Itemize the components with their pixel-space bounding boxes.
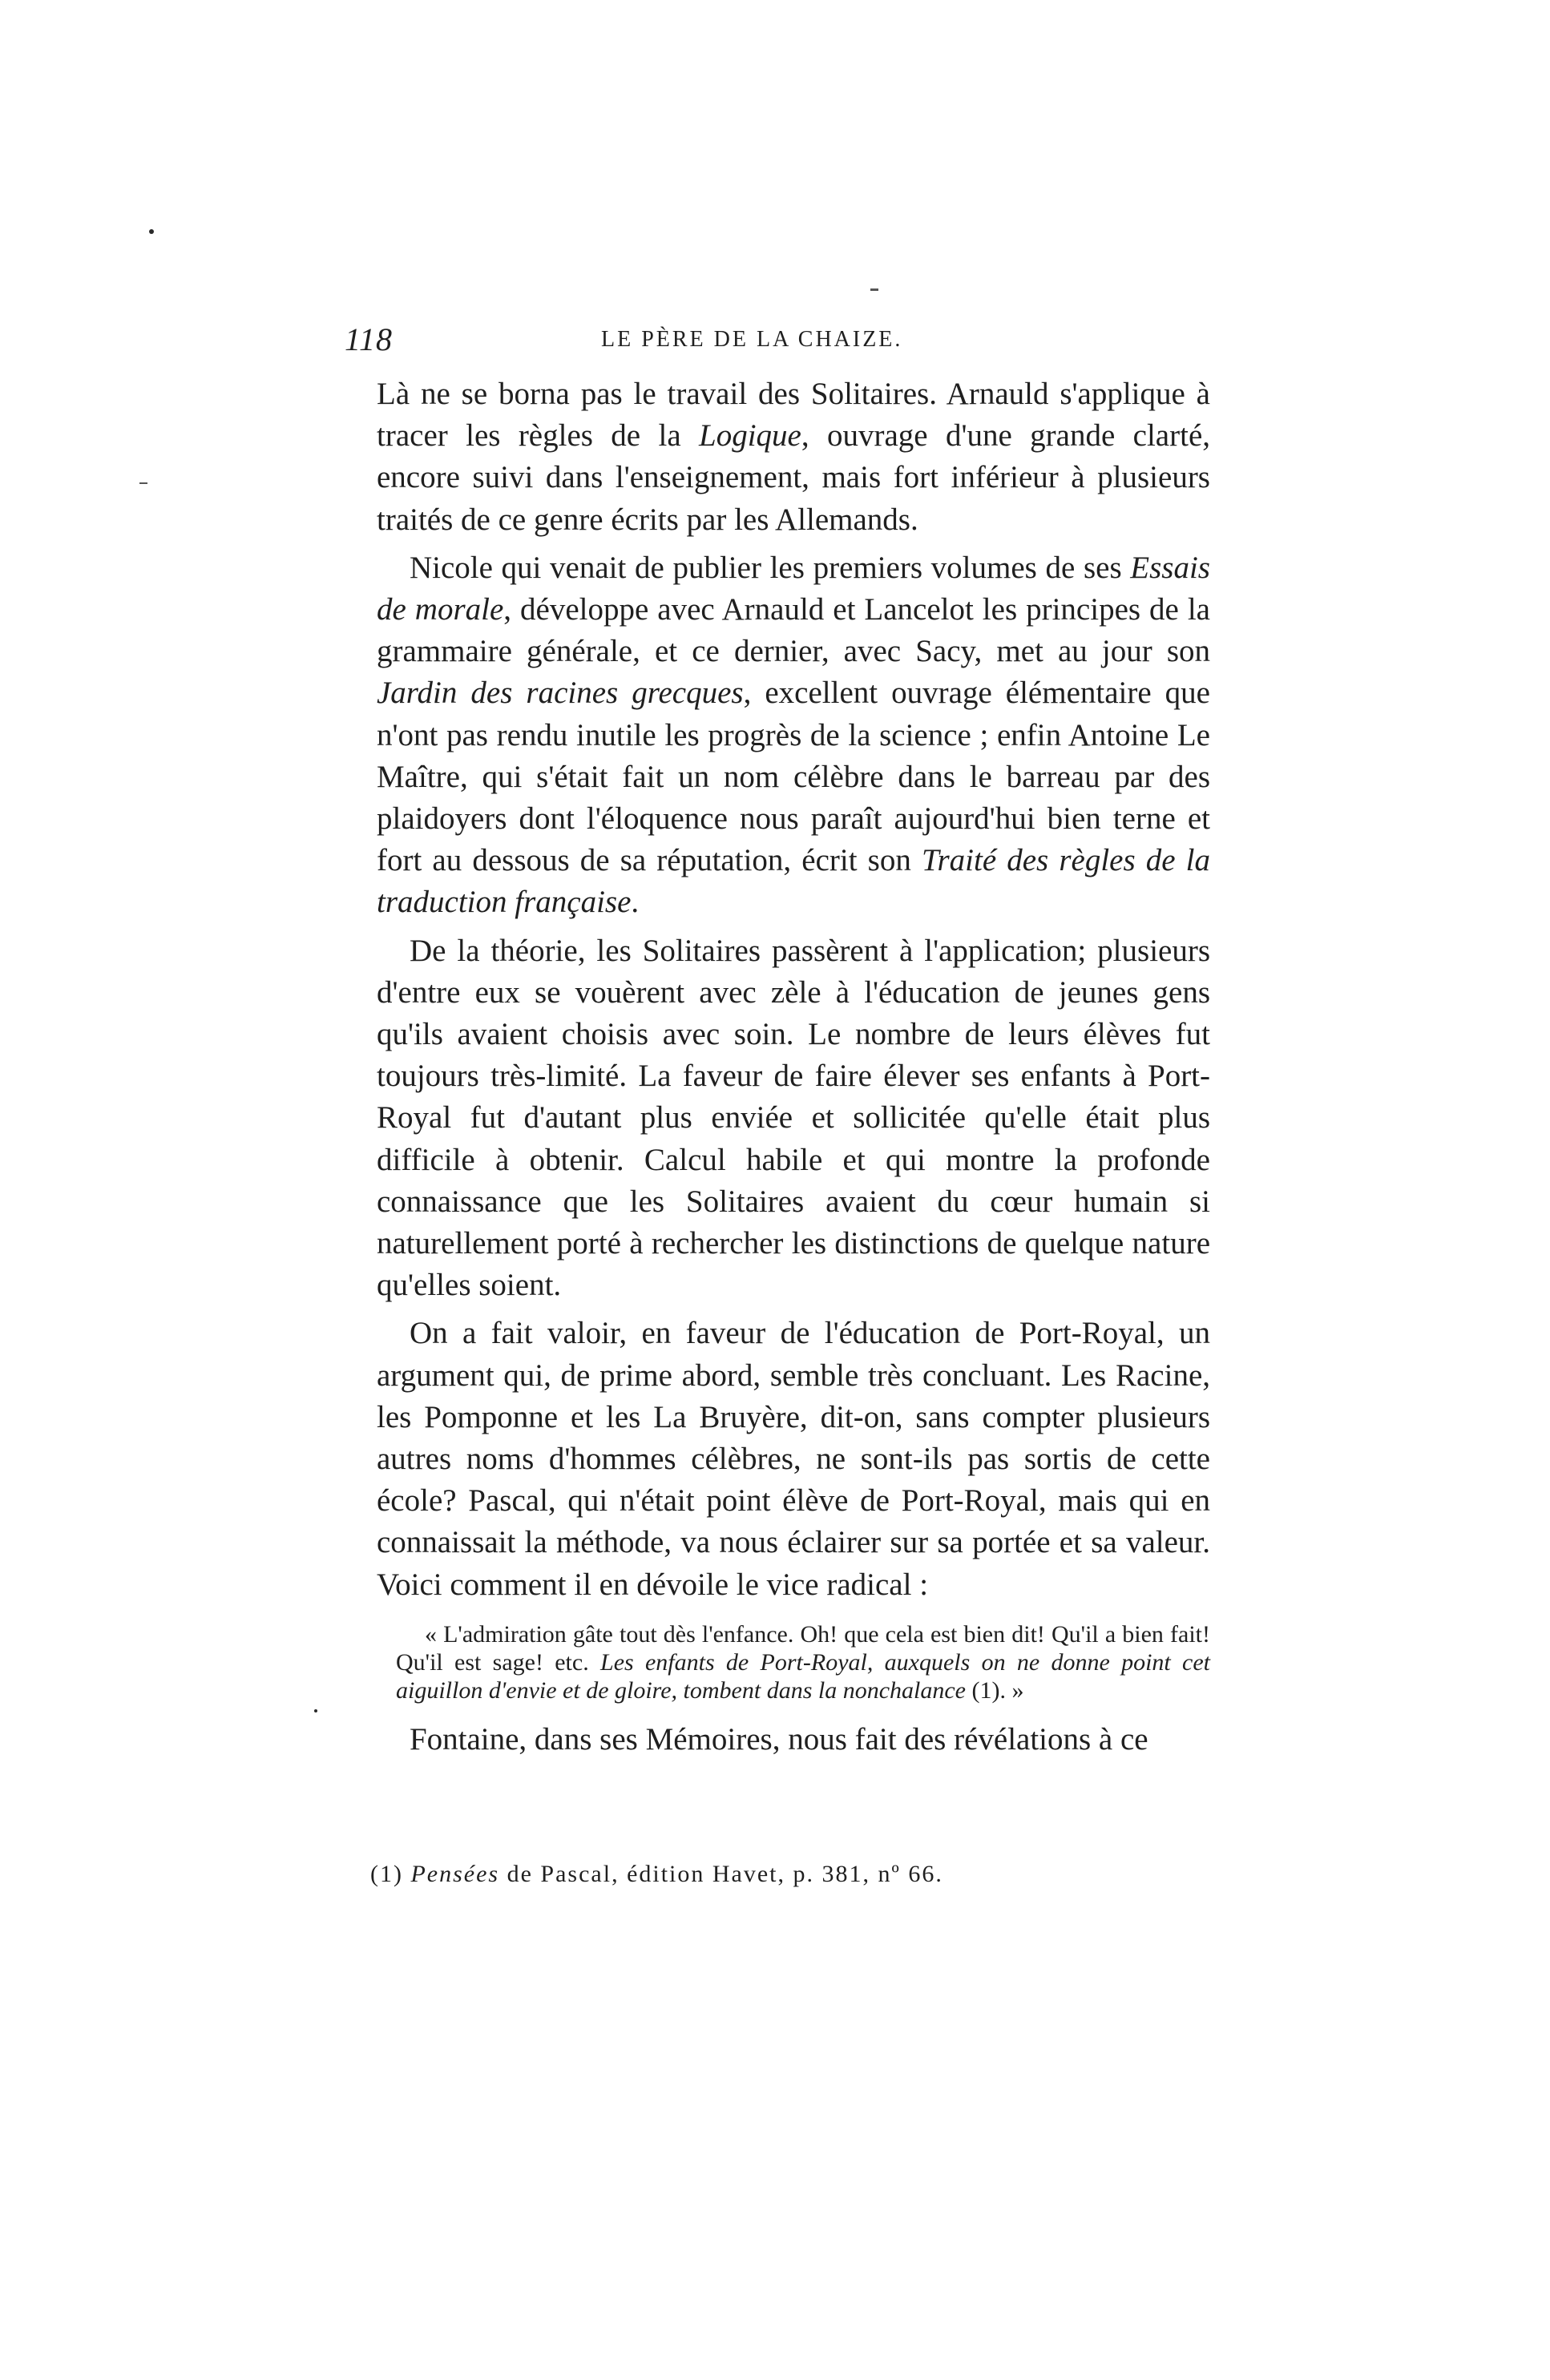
footnote-marker: (1) (370, 1861, 411, 1887)
italic-text-run: Jardin des racines grecques (377, 676, 744, 711)
text-run: , ouvrage d'une grande clarté, encore suivi dans l'enseignement, mais fort inférieur à plusieurs traités de ce genre écrits par les Allemands. (377, 418, 1210, 537)
text-run: , développe avec Arnauld et Lancelot les principes de la grammaire générale, et ce dernier, avec Sacy, met au jour son (377, 592, 1210, 669)
block-quote (377, 1620, 1210, 1704)
running-title: LE PÈRE DE LA CHAIZE. (601, 327, 903, 352)
footnote-text: de Pascal, édition Havet, p. 381, nº 66. (499, 1861, 943, 1887)
text-run: Nicole qui venait de publier les premiers volumes de ses (409, 550, 1131, 585)
italic-text-run: Les enfants de Port-Royal, auxquels on ne donne point cet aiguillon d'envie et de gloire, tombent dans la nonchalance (396, 1648, 1211, 1704)
paragraph-2 (377, 547, 1210, 924)
text-run: , excellent ouvrage élémentaire que n'ont pas rendu inutile les progrès de la science ; enfin Antoine Le Maître, qui s'était fait un nom célèbre dans le barreau par des plaidoyers dont l'éloquence nous paraît aujourd'hui bien terne et fort au dessous de sa réputation, écrit son (377, 676, 1210, 878)
footnote-work-title: Pensées (410, 1861, 500, 1887)
text-run: On a fait valoir, en faveur de l'éducation de Port-Royal, un argument qui, de prime abord, semble très concluant. Les Racine, les Pomponne et les La Bruyère, dit-on, sans compter plusieurs autres noms d'hommes célèbres, ne sont-ils pas sortis de cette école? Pascal, qui n'était point élève de Port-Royal, mais qui en connaissait la méthode, va nous éclairer sur sa portée et sa valeur. Voici comment il en dévoile le vice radical : (377, 1316, 1210, 1602)
page-number: 118 (345, 321, 394, 357)
scan-mark (870, 288, 878, 291)
paragraph-5 (377, 1719, 1210, 1761)
text-run: Fontaine, dans ses Mémoires, nous fait des révélations à ce (409, 1721, 1148, 1757)
paragraph-3 (377, 930, 1210, 1307)
text-run: De la théorie, les Solitaires passèrent à l'application; plusieurs d'entre eux se vouèrent avec zèle à l'éducation de jeunes gens qu'ils avaient choisis avec soin. Le nombre de leurs élèves fut toujours très-limité. La faveur de faire élever ses enfants à Port-Royal fut d'autant plus enviée et sollicitée qu'elle était plus difficile à obtenir. Calcul habile et qui montre la profonde connaissance que les Solitaires avaient du cœur humain si naturellement porté à rechercher les distinctions de quelque nature qu'elles soient. (377, 933, 1210, 1303)
paragraph-1 (377, 373, 1210, 541)
scan-mark (139, 482, 147, 484)
text-run: (1). » (966, 1676, 1024, 1704)
text-run: . (631, 885, 640, 920)
body-text (377, 373, 1210, 1767)
scan-speck (314, 1709, 317, 1712)
text-run: Là ne se borna pas le travail des Solitaires. Arnauld s'applique à tracer les règles de la (377, 377, 1210, 454)
text-run: « L'admiration gâte tout dès l'enfance. Oh! que cela est bien dit! Qu'il a bien fait! Qu'il est sage! etc. (396, 1620, 1210, 1676)
footnote (370, 1861, 1204, 1888)
italic-text-run: Logique (699, 418, 801, 454)
italic-text-run: Essais de morale (377, 550, 1210, 627)
running-head (345, 321, 1210, 362)
paragraph-4 (377, 1313, 1210, 1605)
italic-text-run: Traité des règles de la traduction française (377, 843, 1210, 920)
scan-speck (149, 229, 154, 234)
